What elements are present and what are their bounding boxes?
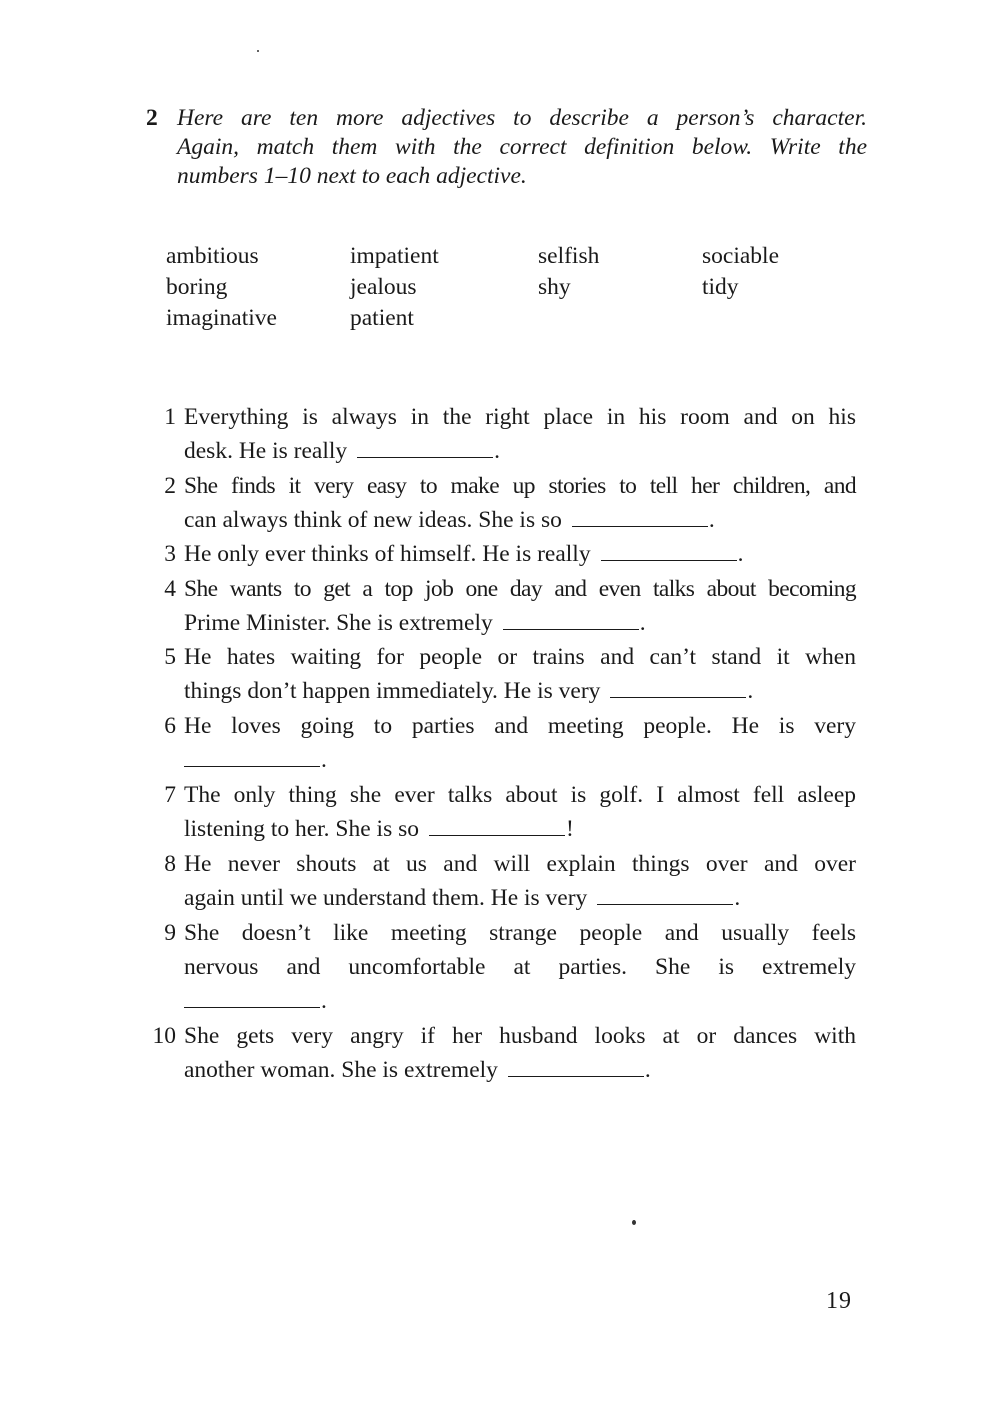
answer-blank[interactable] <box>429 834 565 836</box>
item-text: again until we understand them. He is very <box>184 885 588 911</box>
word-bank-item: sociable <box>702 243 779 269</box>
item-punctuation: . <box>321 747 327 773</box>
item-punctuation: . <box>737 541 744 567</box>
exercise-number: 2 <box>146 105 158 131</box>
item-text-line <box>184 812 856 846</box>
item-text-line: He loves going to parties and meeting people. He is very <box>184 713 856 739</box>
item-number: 8 <box>164 851 176 877</box>
item-text: He only ever thinks of himself. He is really <box>184 541 591 567</box>
answer-blank[interactable] <box>597 903 733 905</box>
item-text-line <box>184 881 856 915</box>
item-text: another woman. She is extremely <box>184 1057 498 1083</box>
item-text: can always think of new ideas. She is so <box>184 507 562 533</box>
answer-blank[interactable] <box>503 628 639 630</box>
word-bank-item: patient <box>350 305 414 331</box>
answer-blank[interactable] <box>184 1006 320 1008</box>
item-number: 5 <box>164 644 176 670</box>
item-text-line: She wants to get a top job one day and even talks about becoming <box>184 576 856 602</box>
word-bank-item: jealous <box>350 274 417 300</box>
word-bank-item: impatient <box>350 243 439 269</box>
item-punctuation: . <box>747 678 754 704</box>
answer-blank[interactable] <box>610 696 746 698</box>
item-text-line: The only thing she ever talks about is golf. I almost fell asleep <box>184 782 856 808</box>
item-text-line: She gets very angry if her husband looks at or dances with <box>184 1023 856 1049</box>
word-bank-item: shy <box>538 274 571 300</box>
item-punctuation: ! <box>566 816 574 842</box>
item-text-line <box>184 537 856 571</box>
item-punctuation: . <box>321 988 327 1014</box>
item-text-line <box>184 674 856 708</box>
item-text: listening to her. She is so <box>184 816 419 842</box>
item-text-line <box>184 434 856 468</box>
item-punctuation: . <box>734 885 741 911</box>
page-number: 19 <box>826 1288 852 1314</box>
word-bank-item: boring <box>166 274 228 300</box>
instruction-line: Again, match them with the correct definition below. Write the <box>177 134 867 160</box>
item-text-line: She doesn’t like meeting strange people and usually feels <box>184 920 856 946</box>
item-number: 10 <box>152 1023 176 1049</box>
answer-blank[interactable] <box>601 559 737 561</box>
answer-blank[interactable] <box>184 765 320 767</box>
word-bank <box>166 243 826 338</box>
word-bank-item: imaginative <box>166 305 277 331</box>
instruction-line: numbers 1–10 next to each adjective. <box>177 163 527 189</box>
word-bank-item: tidy <box>702 274 739 300</box>
item-punctuation: . <box>644 1057 651 1083</box>
item-text: desk. He is really <box>184 438 348 464</box>
item-text-line <box>184 743 856 777</box>
instruction-line: Here are ten more adjectives to describe a person’s character. <box>177 105 867 131</box>
item-number: 2 <box>164 473 176 499</box>
item-text-line: He never shouts at us and will explain things over and over <box>184 851 856 877</box>
item-text-line: Everything is always in the right place in his room and on his <box>184 404 856 430</box>
scan-speck <box>257 50 259 52</box>
item-text-line <box>184 503 856 537</box>
item-number: 6 <box>164 713 176 739</box>
item-number: 4 <box>164 576 176 602</box>
item-text: things don’t happen immediately. He is very <box>184 678 601 704</box>
item-number: 9 <box>164 920 176 946</box>
item-text-line <box>184 606 856 640</box>
item-text-line: nervous and uncomfortable at parties. She is extremely <box>184 954 856 980</box>
word-bank-item: selfish <box>538 243 600 269</box>
item-text-line <box>184 1053 856 1087</box>
item-text-line: She finds it very easy to make up stories to tell her children, and <box>184 473 856 499</box>
item-punctuation: . <box>494 438 501 464</box>
word-bank-item: ambitious <box>166 243 259 269</box>
exercise-instruction <box>177 104 867 191</box>
item-text-line: He hates waiting for people or trains and can’t stand it when <box>184 644 856 670</box>
item-text-line <box>184 984 856 1018</box>
item-punctuation: . <box>708 507 715 533</box>
item-number: 3 <box>164 541 176 567</box>
item-number: 7 <box>164 782 176 808</box>
item-number: 1 <box>164 404 176 430</box>
answer-blank[interactable] <box>572 525 708 527</box>
answer-blank[interactable] <box>357 456 493 458</box>
item-text: Prime Minister. She is extremely <box>184 610 493 636</box>
answer-blank[interactable] <box>508 1075 644 1077</box>
scan-speck <box>632 1220 636 1225</box>
item-punctuation: . <box>639 610 646 636</box>
